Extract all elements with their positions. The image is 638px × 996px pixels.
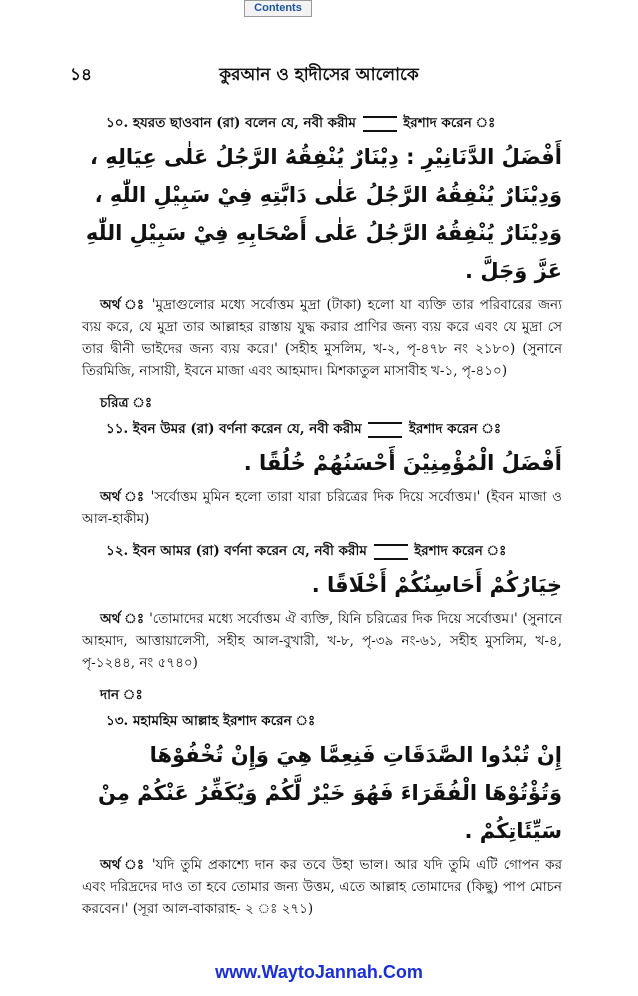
hadith-11-intro-text: ১১. ইবন উমর (রা) বর্ণনা করেন যে, নবী করীম — [106, 421, 362, 437]
running-title: কুরআন ও হাদীসের আলোকে — [219, 65, 419, 85]
meaning-label: অর্থ ঃ — [100, 489, 146, 505]
hadith-10-intro-suffix: ইরশাদ করেন ঃ — [403, 115, 496, 131]
page-header — [70, 62, 568, 90]
hadith-12-intro-text: ১২. ইবন আমর (রা) বর্ণনা করেন যে, নবী করীম — [106, 543, 367, 559]
page-body — [82, 110, 562, 930]
hadith-11-intro — [82, 418, 562, 440]
hadith-12-intro-suffix: ইরশাদ করেন ঃ — [414, 543, 507, 559]
salutation-calligraphy-icon — [368, 422, 402, 438]
hadith-10-arabic: أَفْضَلُ الدَّنَانِيْرِ : دِيْنَارٌ يُنْفِقُهُ الرَّجُلُ عَلٰى عِيَالِهِ ، وَدِيْنَارٌ يُنْفِقُهُ الرَّجُلُ عَلٰى دَابَّتِهِ فِيْ سَبِيْلِ اللّٰهِ ، وَدِيْنَارٌ يُنْفِقُهُ الرَّجُلُ عَلٰى أَصْحَابِهِ فِيْ سَبِيْلِ اللّٰهِ عَزَّ وَجَلَّ . — [85, 145, 562, 283]
meaning-label: অর্থ ঃ — [100, 297, 146, 313]
hadith-12-meaning — [82, 608, 562, 674]
hadith-10-intro — [82, 112, 562, 134]
meaning-label: অর্থ ঃ — [100, 857, 146, 873]
salutation-calligraphy-icon — [374, 544, 408, 560]
verse-13-meaning-text: 'যদি তুমি প্রকাশ্যে দান কর তবে উহা ভাল। আর যদি তুমি এটি গোপন কর এবং দরিদ্রদের দাও তা হবে তোমার জন্য উত্তম, এতে আল্লাহ তোমাদের (কিছু) পাপ মোচন করবেন।' (সূরা আল-বাকারাহ- ২ ঃ ২৭১) — [82, 857, 563, 917]
hadith-10-intro-text: ১০. হযরত ছাওবান (রা) বলেন যে, নবী করীম — [106, 115, 356, 131]
hadith-12-arabic: خِيَارُكُمْ أَحَاسِنُكُمْ أَخْلَاقًا . — [311, 573, 562, 597]
hadith-11-meaning — [82, 486, 562, 530]
verse-13-arabic: إِنْ تُبْدُوا الصَّدَقَاتِ فَنِعِمَّا هِيَ وَإِنْ تُخْفُوْهَا وَتُؤْتُوْهَا الْفُقَرَاءَ فَهُوَ خَيْرٌ لَّكُمْ وَيُكَفِّرُ عَنْكُمْ مِنْ سَيِّئَاتِكُمْ . — [97, 743, 562, 843]
verse-13-meaning — [82, 854, 562, 920]
hadith-10-meaning — [82, 294, 562, 382]
verse-13-intro: ১৩. মহামহিম আল্লাহ ইরশাদ করেন ঃ — [106, 713, 316, 729]
hadith-11-arabic: أَفْضَلُ الْمُؤْمِنِيْنَ أَحْسَنُهُمْ خُلُقًا . — [243, 451, 562, 475]
hadith-11-meaning-text: 'সর্বোত্তম মুমিন হলো তারা যারা চরিত্রের দিক দিয়ে সর্বোত্তম।' (ইবন মাজা ও আল-হাকীম) — [82, 489, 562, 527]
salutation-calligraphy-icon — [363, 116, 397, 132]
page-number: ১৪ — [70, 65, 93, 85]
section-heading-character: চরিত্র ঃ — [100, 395, 153, 411]
meaning-label: অর্থ ঃ — [100, 611, 145, 627]
hadith-11-intro-suffix: ইরশাদ করেন ঃ — [409, 421, 502, 437]
hadith-12-meaning-text: 'তোমাদের মধ্যে সর্বোত্তম ঐ ব্যক্তি, যিনি চরিত্রের দিক দিয়ে সর্বোত্তম।' (সুনানে আহমাদ, আত্তায়ালেসী, সহীহ আল-বুখারী, খ-৮, পৃ-৩৯ নং-৬১, সহীহ মুসলিম, খ-৪, পৃ-১২৪৪, নং ৫৭৪০) — [82, 611, 563, 671]
footer-website-link[interactable]: www.WaytoJannah.Com — [215, 962, 423, 982]
hadith-10-meaning-text: 'মুদ্রাগুলোর মধ্যে সর্বোত্তম মুদ্রা (টাকা) হলো যা ব্যক্তি তার পরিবারের জন্য ব্যয় করে, যে মুদ্রা তার আল্লাহর রাস্তায় যুদ্ধ করার প্রাণির জন্য ব্যয় করে এবং যে মুদ্রা সে তার দ্বীনী ভাইদের জন্য ব্যয় করে।' (সহীহ মুসলিম, খ-২, পৃ-৪৭৮ নং ২১৮০) (সুনানে তিরমিজি, নাসায়ী, ইবনে মাজা এবং আহমাদ। মিশকাতুল মাসাবীহ খ-১, পৃ-৪১০) — [82, 297, 563, 379]
contents-button[interactable]: Contents — [244, 0, 312, 17]
section-heading-charity: দান ঃ — [100, 687, 143, 703]
hadith-12-intro — [82, 540, 562, 562]
